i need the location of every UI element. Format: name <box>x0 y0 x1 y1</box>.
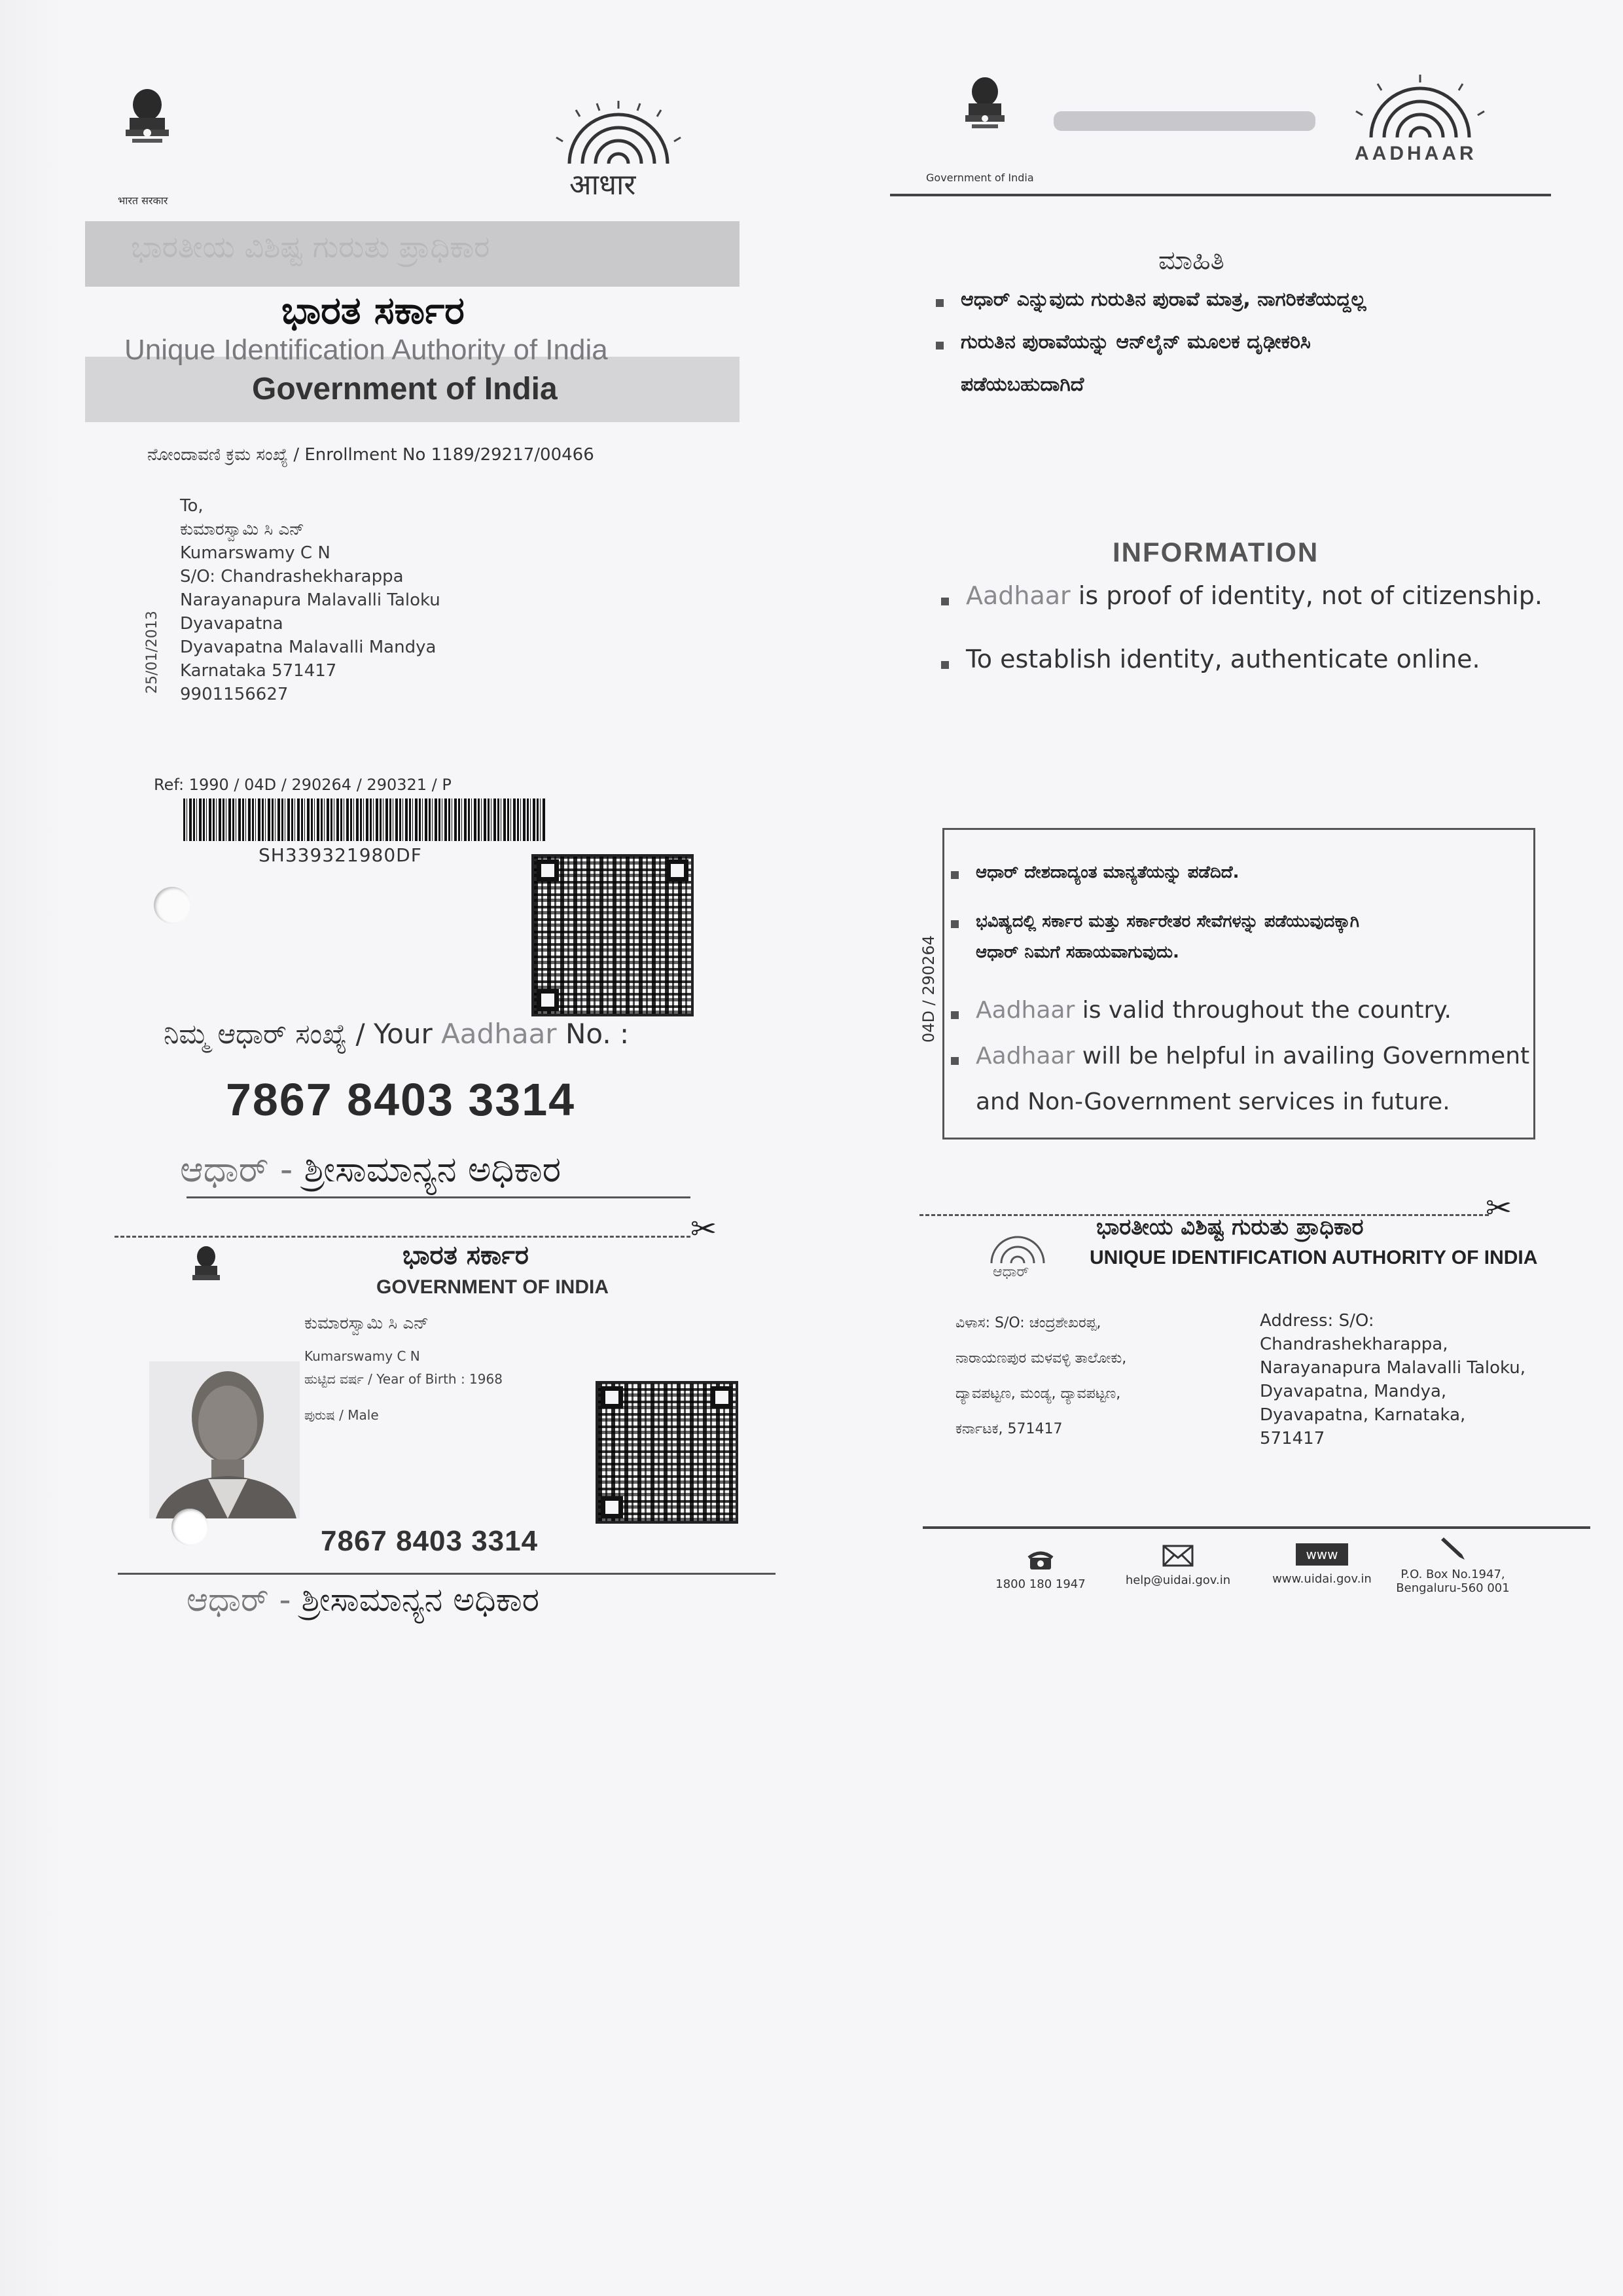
aadhaar-logo-text: आधार <box>569 168 636 202</box>
address-line: Kumarswamy C N <box>180 543 330 563</box>
scissors-icon: ✂ <box>690 1211 717 1247</box>
contact-phone <box>982 1551 1099 1591</box>
aadhaar-logo-text: AADHAAR <box>1355 143 1477 164</box>
bullet-icon <box>951 1057 959 1065</box>
information-title: INFORMATION <box>1113 537 1319 567</box>
card-kannada-govt: ಭಾರತ ಸರ್ಕಾರ <box>402 1240 529 1270</box>
qr-finder <box>537 859 559 882</box>
uidai-kannada: ಭಾರತೀಯ ವಿಶಿಷ್ಟ ಗುರುತು ಪ್ರಾಧಿಕಾರ <box>1096 1214 1364 1240</box>
box-kn-2-cont: ಆಧಾರ್ ನಿಮಗೆ ಸಹಾಯವಾಗುವುದು. <box>976 942 1179 962</box>
validity-box <box>919 828 1535 1139</box>
card-tagline <box>187 1581 539 1619</box>
bullet-icon <box>941 598 949 605</box>
uidai-kannada-band: ಭಾರತೀಯ ವಿಶಿಷ್ಟ ಗುರುತು ಪ್ರಾಧಿಕಾರ <box>131 229 490 264</box>
card-aadhaar-number: 7867 8403 3314 <box>321 1525 539 1557</box>
box-en-2: Aadhaar will be helpful in availing Government <box>951 1043 1529 1069</box>
goi-title: Government of India <box>252 372 558 406</box>
bullet-icon <box>951 1011 959 1019</box>
address-kannada <box>955 1306 1126 1447</box>
your-aadhaar-no-label <box>164 1018 629 1050</box>
aadhaar-number: 7867 8403 3314 <box>226 1074 576 1125</box>
address-line: Narayanapura Malavalli Taloku <box>180 590 440 610</box>
kannada-govt-title: ಭಾರತ ಸರ್ಕಾರ <box>281 288 465 332</box>
enrollment-number: ನೋಂದಾವಣಿ ಕ್ರಮ ಸಂಖ್ಯೆ / Enrollment No 1189/29217/00466 <box>147 445 594 465</box>
address-english <box>1260 1309 1525 1450</box>
ashoka-emblem-icon <box>118 85 177 164</box>
small-logo-text: ಆಧಾರ್ <box>993 1264 1029 1280</box>
right-emblem-caption: Government of India <box>926 171 1034 184</box>
letter-date: 25/01/2013 <box>144 611 160 694</box>
barcode <box>183 798 546 841</box>
ashoka-emblem-icon <box>959 72 1011 151</box>
address-line: Chandrashekharappa, <box>1260 1335 1448 1354</box>
qr-finder <box>711 1386 733 1408</box>
address-line: S/O: Chandrashekharappa <box>180 567 404 586</box>
www-icon: www <box>1296 1543 1348 1566</box>
po-city: Bengaluru-560 001 <box>1396 1581 1510 1595</box>
qr-finder <box>537 989 559 1011</box>
info-kn-bullet-2: ಗುರುತಿನ ಪುರಾವೆಯನ್ನು ಆನ್‌ಲೈನ್ ಮೂಲಕ ದೃಢೀಕರಿಸಿ <box>936 331 1311 353</box>
left-emblem-caption: भारत सरकार <box>118 194 168 207</box>
address-line: Dyavapatna Malavalli Mandya <box>180 637 437 657</box>
fingerprint-icon <box>1342 72 1499 144</box>
address-line: ದ್ಯಾವಪಟ್ಟಣ, ಮಂಡ್ಯ, ದ್ಯಾವಪಟ್ಟಣ, <box>955 1386 1121 1402</box>
uidai-english: UNIQUE IDENTIFICATION AUTHORITY OF INDIA <box>1090 1247 1538 1268</box>
address-line: Dyavapatna, Karnataka, <box>1260 1405 1466 1425</box>
contact-email <box>1113 1545 1243 1587</box>
punch-hole <box>171 1509 208 1545</box>
left-emblem <box>118 85 177 166</box>
pen-icon <box>1440 1535 1466 1561</box>
info-kn-bullet-1: ಆಧಾರ್ ಎನ್ನುವುದು ಗುರುತಿನ ಪುರಾವೆ ಮಾತ್ರ, ನಾಗರಿಕತೆಯದ್ದಲ್ಲ <box>936 288 1366 311</box>
card-name-kn: ಕುಮಾರಸ್ವಾಮಿ ಸಿ ಎನ್ <box>304 1314 429 1333</box>
right-header-rule <box>890 194 1551 196</box>
card-gender: ಪುರುಷ / Male <box>304 1407 379 1423</box>
info-en-bullet-1: Aadhaar is proof of identity, not of citizenship. <box>941 581 1543 610</box>
letter-tagline <box>180 1149 561 1191</box>
phone-icon <box>1027 1551 1054 1571</box>
your-no-aadhaar: Aadhaar <box>441 1018 557 1050</box>
small-aadhaar-logo <box>978 1227 1057 1286</box>
address-line: ವಿಳಾಸ: S/O: ಚಂದ್ರಶೇಖರಪ್ಪ, <box>955 1315 1101 1331</box>
address-line: Dyavapatna, Mandya, <box>1260 1382 1447 1401</box>
email-address: help@uidai.gov.in <box>1125 1573 1231 1587</box>
reference-number: Ref: 1990 / 04D / 290264 / 290321 / P <box>154 776 452 794</box>
ashoka-emblem-icon <box>190 1244 223 1296</box>
address-line: 571417 <box>1260 1429 1325 1448</box>
punch-hole <box>154 887 190 924</box>
bullet-icon <box>936 299 944 307</box>
tagline-text: ಶ್ರೀಸಾಮಾನ್ಯನ ಅಧಿಕಾರ <box>301 1581 540 1619</box>
bullet-icon <box>951 871 959 879</box>
info-kn-bullet-2-cont: ಪಡೆಯಬಹುದಾಗಿದೆ <box>961 373 1084 396</box>
barcode-text: SH339321980DF <box>259 844 422 866</box>
box-kn-2: ಭವಿಷ್ಯದಲ್ಲಿ ಸರ್ಕಾರ ಮತ್ತು ಸರ್ಕಾರೇತರ ಸೇವೆಗಳನ್ನು ಪಡೆಯುವುದಕ್ಕಾಗಿ <box>951 912 1359 932</box>
bullet-icon <box>951 920 959 928</box>
contact-postal <box>1394 1535 1512 1595</box>
address-line: Karnataka 571417 <box>180 661 337 681</box>
your-no-tail: No. : <box>565 1018 630 1050</box>
fingerprint-icon <box>543 98 694 170</box>
info-en-bullet-2: To establish identity, authenticate online. <box>941 645 1480 673</box>
box-en-3: and Non-Government services in future. <box>976 1088 1450 1115</box>
phone-number: 1800 180 1947 <box>995 1577 1086 1591</box>
your-no-kannada: ನಿಮ್ಮ ಆಧಾರ್ ಸಂಖ್ಯೆ / <box>164 1018 365 1050</box>
right-emblem <box>959 72 1011 153</box>
card-name-en: Kumarswamy C N <box>304 1348 420 1364</box>
cut-line-left <box>115 1236 690 1238</box>
card-goi: GOVERNMENT OF INDIA <box>376 1276 609 1298</box>
bullet-icon <box>941 661 949 669</box>
card-qr-code <box>596 1381 738 1524</box>
qr-finder <box>601 1386 623 1408</box>
fingerprint-icon <box>978 1227 1057 1266</box>
aadhaar-logo-right <box>1342 72 1499 170</box>
header-blur <box>1054 111 1315 131</box>
tagline-aadhaar: ಆಧಾರ್ - <box>180 1149 293 1190</box>
mail-icon <box>1162 1545 1194 1567</box>
scan-edge-shadow <box>0 0 62 2296</box>
box-side-ref: 04D / 290264 <box>919 935 938 1043</box>
tagline-text: ಶ್ರೀಸಾಮಾನ್ಯನ ಅಧಿಕಾರ <box>304 1149 562 1190</box>
person-photo-icon <box>149 1361 300 1518</box>
tagline-underline <box>187 1196 690 1198</box>
info-kannada-title: ಮಾಹಿತಿ <box>1158 245 1224 276</box>
qr-code <box>531 854 694 1016</box>
aadhaar-logo <box>543 98 694 202</box>
scissors-icon: ✂ <box>1486 1190 1512 1227</box>
address-line: 9901156627 <box>180 685 289 704</box>
box-kn-1: ಆಧಾರ್ ದೇಶದಾದ್ಯಂತ ಮಾನ್ಯತೆಯನ್ನು ಪಡೆದಿದೆ. <box>951 863 1240 883</box>
address-line: Dyavapatna <box>180 614 283 634</box>
uidai-title: Unique Identification Authority of India <box>124 334 608 366</box>
card-yob: ಹುಟ್ಟಿದ ವರ್ಷ / Year of Birth : 1968 <box>304 1371 503 1387</box>
contact-website <box>1257 1543 1387 1586</box>
address-line: ನಾರಾಯಣಪುರ ಮಳವಳ್ಳಿ ತಾಲೋಕು, <box>955 1350 1127 1367</box>
po-box: P.O. Box No.1947, <box>1400 1568 1505 1581</box>
address-line: Address: S/O: <box>1260 1311 1374 1331</box>
address-line: Narayanapura Malavalli Taloku, <box>1260 1358 1526 1378</box>
address-line: To, <box>180 496 204 516</box>
bullet-icon <box>936 342 944 350</box>
qr-finder <box>601 1496 623 1518</box>
card-emblem <box>190 1244 223 1299</box>
address-block <box>180 494 440 706</box>
box-en-1: Aadhaar is valid throughout the country. <box>951 997 1452 1024</box>
address-line: ಕುಮಾರಸ್ವಾಮಿ ಸಿ ಎನ್ <box>180 520 305 539</box>
tagline-aadhaar: ಆಧಾರ್ - <box>187 1581 291 1619</box>
card-bottom-rule <box>118 1573 776 1575</box>
contact-rule <box>923 1526 1590 1529</box>
card-photo <box>149 1361 300 1518</box>
qr-finder <box>666 859 688 882</box>
your-no-your: Your <box>374 1018 433 1050</box>
website: www.uidai.gov.in <box>1272 1572 1372 1586</box>
address-line: ಕರ್ನಾಟಕ, 571417 <box>955 1421 1063 1437</box>
